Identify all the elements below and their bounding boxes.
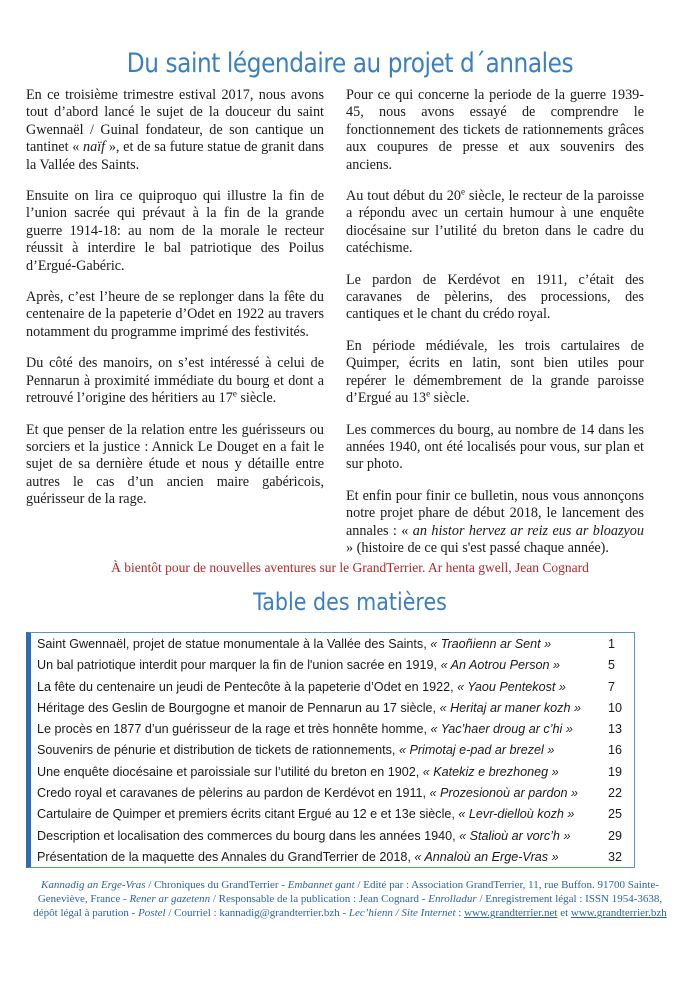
page-number: 25 xyxy=(608,807,623,822)
footer-colophon: Kannadig an Erge-Vras / Chroniques du GrandTerrier - Embannet gant / Edité par : Association GrandTerrier, 11, rue Buffon. 91700 Sainte-Geneviève, France - Rener ar gazetenn / Responsable de la publication : Jean Cognard - Enrolladur / Enregistrement légal : ISSN 1954-3638, dépôt légal à parution - Postel / Courriel : kannadig@grandterrier.bzh - Lec’hienn / Site Internet : www.grandterrier.net et www.grandterrier.bzh xyxy=(33,879,667,920)
closing-message: À bientôt pour de nouvelles aventures sur le GrandTerrier. Ar henta gwell, Jean Cognard xyxy=(111,560,589,575)
toc-entry[interactable]: Cartulaire de Quimper et premiers écrits citant Ergué au 12 e et 13e siècle, « Levr-dielloù kozh » 25 xyxy=(37,804,634,825)
page-number: 29 xyxy=(608,828,623,843)
page-number: 32 xyxy=(608,849,623,864)
paragraph: Le pardon de Kerdévot en 1911, c’était des caravanes de pèlerins, des processions, des cantiques et le chant du crédo royal. xyxy=(346,271,644,323)
paragraph: Les commerces du bourg, au nombre de 14 dans les années 1940, ont été localisés pour vous, sur plan et sur photo. xyxy=(346,421,644,473)
toc-entry[interactable]: Un bal patriotique interdit pour marquer la fin de l'union sacrée en 1919, « An Aotrou Person » 5 xyxy=(37,655,634,676)
page-number: 16 xyxy=(608,743,623,758)
paragraph: Pour ce qui concerne la periode de la guerre 1939-45, nous avons essayé de comprendre le fonctionnement des tickets de rationnements grâces aux coupures de presse et aux souvenirs des anciens. xyxy=(346,87,644,173)
page-number: 13 xyxy=(608,722,623,737)
site-link-net[interactable]: www.grandterrier.net xyxy=(464,907,558,920)
page-number: 19 xyxy=(608,764,623,779)
toc-title: Table des matières xyxy=(253,588,447,616)
toc-entry[interactable]: Credo royal et caravanes de pèlerins au pardon de Kerdévot en 1911, « Prozesionoù ar pardon » 22 xyxy=(37,783,634,804)
toc-entry[interactable]: La fête du centenaire un jeudi de Pentecôte à la papeterie d’Odet en 1922, « Yaou Pentekost » 7 xyxy=(37,677,634,698)
paragraph: Après, c’est l’heure de se replonger dans la fête du centenaire de la papeterie d’Odet en 1922 au travers notamment du programme imprimé des festivités. xyxy=(26,289,324,340)
toc-entry[interactable]: Saint Gwennaël, projet de statue monumentale à la Vallée des Saints, « Traoñienn ar Sent » 1 xyxy=(37,634,634,655)
page-title: Du saint légendaire au projet d´annales xyxy=(126,48,574,80)
paragraph: En période médiévale, les trois cartulaires de Quimper, écrits en latin, sont bien utiles pour repérer le démembrement de la grande paroisse d’Ergué au 13e siècle. xyxy=(346,337,644,407)
left-column xyxy=(26,87,324,523)
paragraph: En ce troisième trimestre estival 2017, nous avons tout d’abord lancé le sujet de la douceur du saint Gwennaël / Guinal fondateur, de son cantique un tantinet « naïf », et de sa future statue de granit dans la Vallée des Saints. xyxy=(26,87,324,173)
toc-entry[interactable]: Héritage des Geslin de Bourgogne et manoir de Pennarun au 17 siècle, « Heritaj ar maner kozh » 10 xyxy=(37,698,634,719)
page-number: 7 xyxy=(608,679,616,694)
page-number: 22 xyxy=(608,786,623,801)
table-of-contents xyxy=(26,632,635,868)
paragraph: Et que penser de la relation entre les guérisseurs ou sorciers et la justice : Annick Le Douget en a fait le sujet de sa dernière étude et nous y détaille entre autres le cas d’un ancien maire gabéricois, guérisseur de la rage. xyxy=(26,421,324,508)
paragraph: Ensuite on lira ce quiproquo qui illustre la fin de l’union sacrée qui prévaut à la fin de la grande guerre 1914-18: au nom de la morale le recteur réussit à interdire le bal patriotique des Poilus d’Ergué-Gabéric. xyxy=(26,188,324,274)
toc-entry[interactable]: Description et localisation des commerces du bourg dans les années 1940, « Stalioù ar vorc’h » 29 xyxy=(37,826,634,847)
paragraph: Au tout début du 20e siècle, le recteur de la paroisse a répondu avec un certain humour à une enquête diocésaine sur l’utilité du breton dans le cadre du catéchisme. xyxy=(346,186,644,257)
page-number: 1 xyxy=(608,637,616,651)
paragraph: Et enfin pour finir ce bulletin, nous vous annonçons notre projet phare de début 2018, le lancement des annales : « an histor hervez ar reiz eus ar bloazyou » (histoire de ce qui s'est passé chaque année). xyxy=(346,487,644,556)
toc-entry[interactable]: Le procès en 1877 d’un guérisseur de la rage et très honnête homme, « Yac’haer droug ar c’hi » 13 xyxy=(37,719,634,740)
toc-entry[interactable]: Souvenirs de pénurie et distribution de tickets de rationnements, « Primotaj e-pad ar brezel » 16 xyxy=(37,740,634,761)
toc-entry[interactable]: Une enquête diocésaine et paroissiale sur l’utilité du breton en 1902, « Katekiz e brezhoneg » 19 xyxy=(37,762,634,783)
page-number: 5 xyxy=(608,658,616,673)
site-link-bzh[interactable]: www.grandterrier.bzh xyxy=(570,907,667,920)
page-number: 10 xyxy=(608,700,623,715)
right-column xyxy=(346,87,644,571)
toc-entry[interactable]: Présentation de la maquette des Annales du GrandTerrier de 2018, « Annaloù an Erge-Vras » 32 xyxy=(37,847,634,868)
paragraph: Du côté des manoirs, on s’est intéressé à celui de Pennarun à proximité immédiate du bourg et dont a retrouvé l’origine des héritiers au 17e siècle. xyxy=(26,355,324,407)
